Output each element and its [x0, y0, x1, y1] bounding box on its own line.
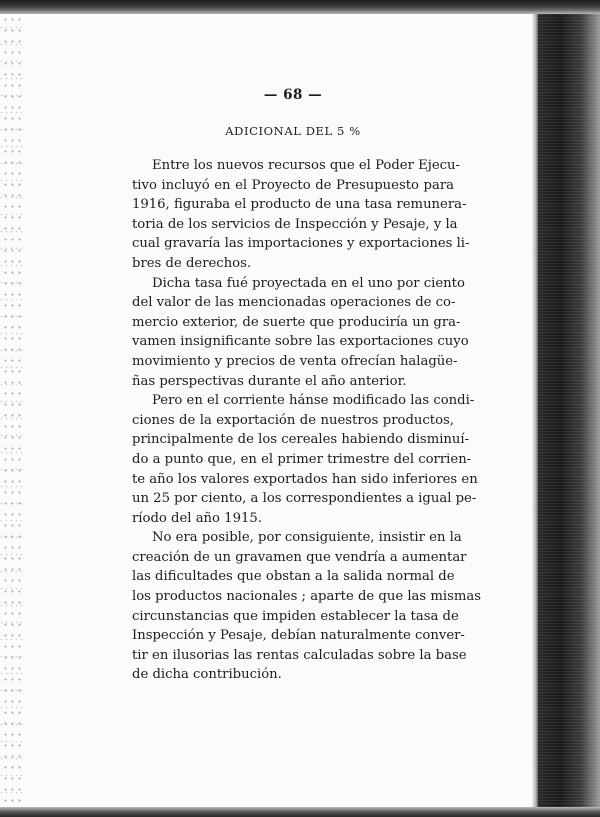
text-line: de dicha contribución. [132, 667, 282, 683]
text-line: do a punto que, en el primer trimestre del corrien- [132, 451, 472, 467]
text-line: tir en ilusorias las rentas calculadas sobre la base [132, 647, 467, 663]
text-line: circunstancias que impiden establecer la tasa de [132, 608, 459, 624]
text-line: creación de un gravamen que vendría a aumentar [132, 549, 467, 565]
text-line: Inspección y Pesaje, debían naturalmente conver- [132, 628, 465, 644]
text-line: No era posible, por consiguiente, insistir en la [152, 530, 462, 546]
text-line: ciones de la exportación de nuestros productos, [132, 412, 454, 428]
text-line: 1916, figuraba el producto de una tasa remunera- [132, 197, 467, 213]
text-line: los productos nacionales ; aparte de que las mismas [132, 589, 481, 605]
text-line: las dificultades que obstan a la salida normal de [132, 569, 455, 585]
paragraph-1 [132, 156, 470, 274]
scan-bottom-edge [0, 807, 600, 817]
page-text [132, 86, 481, 685]
text-line: te año los valores exportados han sido inferiores en [132, 471, 478, 487]
text-line: mercio exterior, de suerte que produciría un gra- [132, 314, 461, 330]
text-line: bres de derechos. [132, 255, 252, 271]
text-line: principalmente de los cereales habiendo disminuí- [132, 432, 470, 448]
paragraph-2 [132, 274, 469, 392]
text-line: movimiento y precios de venta ofrecían halagüe- [132, 353, 458, 369]
book-cover-edge [538, 14, 600, 807]
binding-edge [0, 14, 22, 807]
paragraph-3 [132, 391, 478, 528]
text-line: Pero en el corriente hánse modificado las condi- [152, 393, 475, 409]
paragraph-4 [132, 528, 481, 685]
text-line: vamen insignificante sobre las exportaciones cuyo [132, 334, 469, 350]
scan-top-edge [0, 0, 600, 14]
text-line: del valor de las mencionadas operaciones de co- [132, 295, 456, 311]
text-line: Dicha tasa fué proyectada en el uno por ciento [152, 275, 465, 291]
text-line: Entre los nuevos recursos que el Poder Ejecu- [152, 158, 460, 173]
text-line: un 25 por ciento, a los correspondientes a igual pe- [132, 491, 477, 507]
text-line: toria de los servicios de Inspección y Pesaje, y la [132, 216, 458, 232]
text-line: ñas perspectivas durante el año anterior. [132, 373, 407, 389]
section-heading: ADICIONAL DEL 5 % [225, 124, 361, 138]
text-line: tivo incluyó en el Proyecto de Presupuesto para [132, 177, 454, 193]
page-number: — 68 — [263, 87, 323, 103]
text-line: ríodo del año 1915. [132, 510, 262, 526]
text-line: cual gravaría las importaciones y exportaciones li- [132, 236, 470, 252]
